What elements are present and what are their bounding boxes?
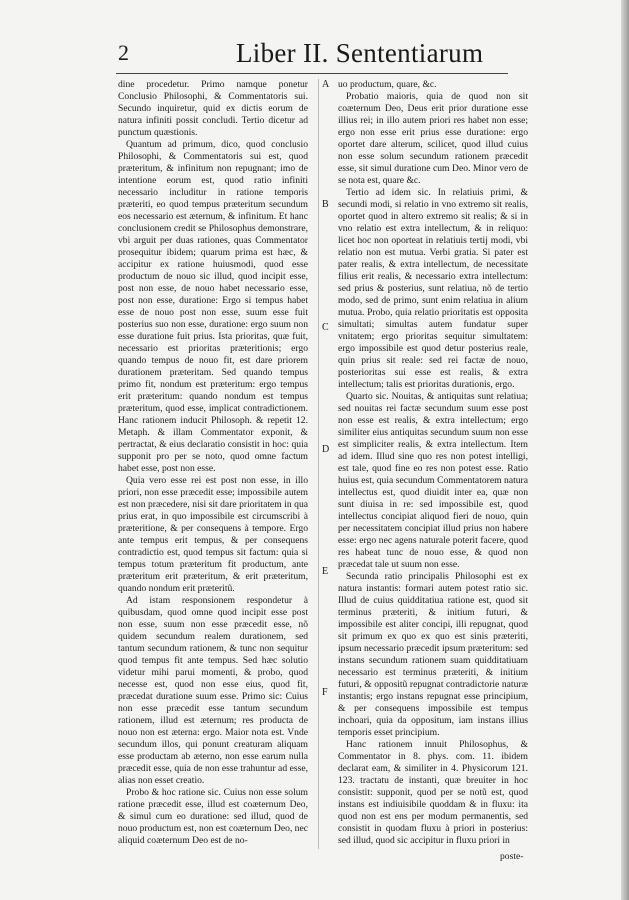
- paragraph: Hanc rationem innuit Philosophus, & Commentator in 8. phys. com. 11. ibidem declarat eam, & similiter in 4. Physicorum 121. 123. tractatu de instanti, quæ breuiter in hoc consistit: supponit, quod per se notũ est, quod instans est indiuisibile quoddam & in fluxu: ita quod non est ens per modum permanentis, sed consistit in quodam fluxu à priori in posterius: sed illud, quod sic accipitur in fluxu priori in: [338, 739, 528, 846]
- margin-letter-d: D: [322, 444, 330, 455]
- margin-letter-e: E: [322, 566, 329, 577]
- paragraph: Quia vero esse rei est post non esse, in illo priori, non esse præcedit esse; impossibile autem est non præcedere, nisi sit dare prioritatem in qua prius erat, in quo impossibile est circumscribi à præteritione, & per consequens à tempore. Ergo ante tempus erit tempus, & per consequens contradictio est, quod tempus sit factum: quia si tempus totum præteritum fit productum, ante præteritum erit præteritum, & erit præteritum, quando nondum erit præteritũ.: [118, 475, 308, 594]
- paragraph: Ad istam responsionem respondetur à quibusdam, quod omne quod incipit esse post non esse, suum non esse præcedit esse, nõ quidem secundum realem durationem, sed tantum secundum rationem, & tunc non sequitur quod tempus fit ante tempus. Sed hæc solutio videtur mihi parui momenti, & probo, quod necesse est, quod non esse eius, quod fit, præcedat duratione suum esse. Primo sic: Cuius non esse præcedit esse tantum secundum rationem, illud est æternum; res producta de nouo non est æterna: ergo. Maior nota est. Vnde secundum illos, qui ponunt creaturam aliquam esse productam ab æterno, non esse earum nulla præcedit esse, quia de non esse trahuntur ad esse, alias non esset creatio.: [118, 595, 308, 786]
- paragraph: uo productum, quare, &c.: [338, 79, 437, 90]
- margin-letter-c: C: [322, 322, 329, 333]
- page-number: 2: [118, 40, 129, 65]
- page-edge-shadow: [621, 0, 629, 900]
- paragraph: Secunda ratio principalis Philosophi est ex natura instantis: formari autem potest ratio sic. Illud de cuius quidditatiua ratione est, quod sit terminus præteriti, & initium futuri, & impossibile est aliter concipi, illi repugnat, quod sit primum ex quo ex quo est sinis præteriti, ipsum necessario præcedit ipsum præteritum: sed instans secundum rationem suam quidditatiuam necessario est terminus præteriti, & initium futuri, & oppositũ repugnat contradictorie naturæ instantis; ergo instans repugnat esse principium, & per consequens impossibile est tempus inchoari, quia da oppositum, iam instans illius temporis esset principium.: [338, 571, 528, 738]
- paragraph: Probo & hoc ratione sic. Cuius non esse solum ratione præcedit esse, illud est coæternum Deo, & simul cum eo duratione: sed illud, quod de nouo productum est, non est coæternum Deo, nec aliquid coæternum Deo est de no-: [118, 787, 308, 846]
- paragraph: Quarto sic. Nouitas, & antiquitas sunt relatiua; sed nouitas rei factæ secundum suum esse post non esse est realis, & extra intellectum; ergo similiter eius antiquitas secundum suum non esse est simpliciter realis, & extra intellectum. Item ad idem. Illud sine quo res non potest intelligi, est tale, quod fine eo res non potest esse. Ratio huius est, quia secundum Commentatorem natura intellectus est, quod diuidit inter ea, quæ non sunt diuisa in re: sed impossibile est, quod intellectus concipiat aliquod fieri de nouo, quin per necessitatem concipiat illud prius non habere esse: ergo nec agens naturale poterit facere, quod res habeat tunc de nouo esse, & quod non præcedat tale ut suum non esse.: [338, 391, 528, 570]
- right-column: [338, 79, 528, 847]
- catchword: poste-: [500, 851, 524, 862]
- margin-letter-b: B: [322, 199, 329, 210]
- paragraph: Probatio maioris, quia de quod non sit coæternum Deo, Deus erit prior duratione esse illius rei; in illo autem priori res habet non esse; ergo non esse erit prius esse duratione: ergo oportet dare alterum, scilicet, quod illud cuius non esse solum secundum rationem præcedit esse, sit simul duratione cum Deo. Minor vero de se nota est, quare &c.: [338, 91, 528, 186]
- margin-letter-f: F: [322, 687, 328, 698]
- paragraph: Tertio ad idem sic. In relatiuis primi, & secundi modi, si relatio in vno extremo sit realis, oportet quod in altero extremo sit realis; & si in vno relatio est extra intellectum, & in reliquo: licet hoc non oporteat in relatiuis tertij modi, vbi relatio non est mutua. Verbi gratia. Si pater est pater realis, & extra intellectum, de necessitate filius erit realis, & necessario extra intellectum: sed prius & posterius, sunt relatiua, nõ de tertio modo, sed de primo, sunt enim relatiua in alium mutua. Probo, quia relatio prioritatis est opposita simultati; simultas autem fundatur super vnitatem; ergo prioritas sequitur simultatem: ergo impossibile est quod detur posterius reale, quin prius sit reale: sed rei factæ de nouo, posterioritas sui esse est realis, & extra intellectum; talis est prioritas durationis, ergo.: [338, 187, 528, 390]
- left-column: [118, 79, 308, 847]
- header-rule: [116, 73, 508, 74]
- margin-letter-a: A: [322, 79, 330, 90]
- column-gutter: [318, 79, 319, 849]
- paragraph: dine procedetur. Primo namque ponetur Conclusio Philosophi, & Commentatoris sui. Secundo inquiretur, quid ex dictis eorum de natura infiniti possit concludi. Tertio dicetur ad punctum quæstionis.: [118, 79, 308, 138]
- running-title: Liber II. Sententiarum: [236, 38, 484, 68]
- paragraph: Quantum ad primum, dico, quod conclusio Philosophi, & Commentatoris sui est, quod præteritum, & infinitum non repugnant; imo de intentione eorum est, quod ratio infiniti necessario includitur in ratione temporis præteriti, eo quod tempus præteritum secundum eos necessario est æternum, & infinitum. Et hanc conclusionem credit se Philosophus demonstrare, vbi arguit per duas rationes, quas Commentator prosequitur ibidem; quarum prima est hæc, & accipitur ex ratione huiusmodi, quod esse productum de nouo sic illud, quod incipit esse, post non esse, de nouo habet necessario esse, post non esse, duratione: Ergo si tempus habet esse de nouo post non esse, suum esse fuit posterius suo non esse, duratione: ergo suum non esse duratione fuit prius. Ista prioritas, quæ fuit, necessario est prioritas præteritionis; ergo quando tempus de nouo fit, est dare priorem durationem præteritam. Sed quando tempus primo fit, nondum est præteritum: ergo tempus erit præteritum: quando nondum est tempus præteritum, quod esse, implicat contradictionem. Hanc rationem inducit Philosoph. & repetit 12. Metaph. & illam Commentator exponit, & pertractat, & eius declaratio consistit in hoc: quia supponit pro per se noto, quod omne factum habet esse, post non esse.: [118, 139, 308, 474]
